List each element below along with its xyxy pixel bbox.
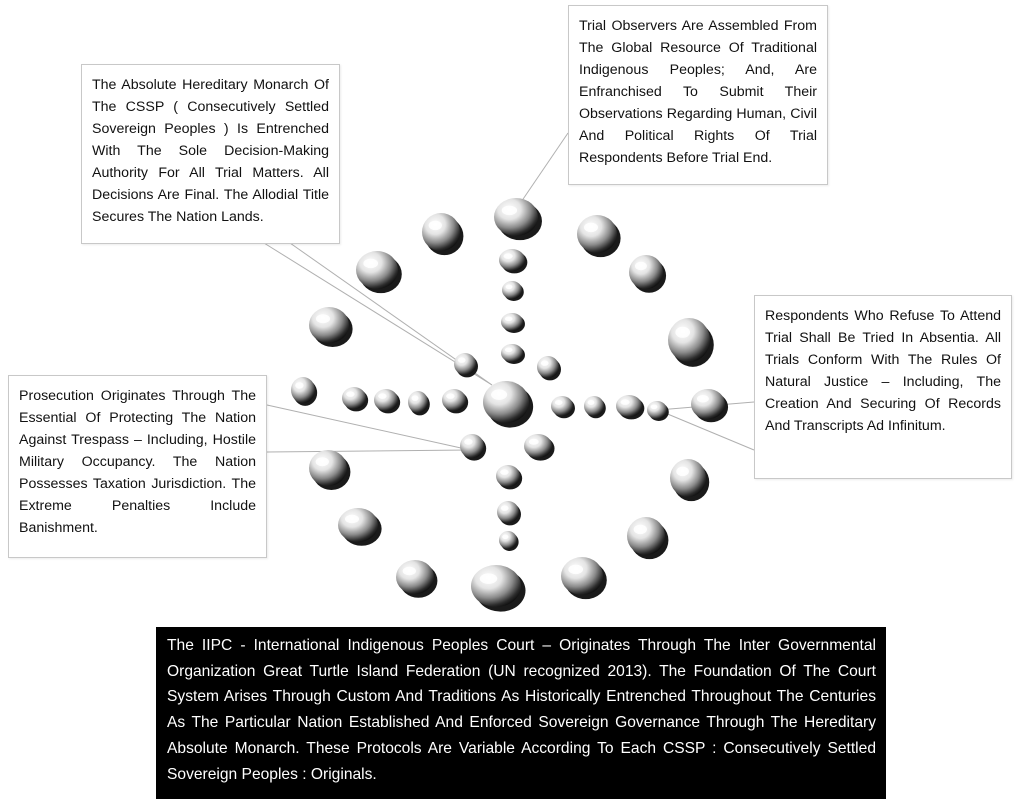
inner-stone xyxy=(524,434,555,461)
spoke-stone xyxy=(499,531,519,551)
outer-stone-body xyxy=(627,517,665,555)
spoke-stone-highlight xyxy=(502,535,508,540)
outer-stone xyxy=(577,215,621,257)
spoke-stone-body xyxy=(501,344,523,362)
spoke-stone xyxy=(342,387,368,411)
center-stone-body xyxy=(483,381,529,423)
connector-line-prosecution xyxy=(267,450,470,452)
outer-stone-highlight xyxy=(502,206,517,216)
spoke-stone xyxy=(442,389,468,413)
spoke-stone-body xyxy=(408,391,428,413)
outer-stone-body xyxy=(356,251,398,289)
spoke-stone xyxy=(497,501,521,525)
outer-stone-highlight xyxy=(634,525,647,535)
spoke-stone xyxy=(408,391,430,415)
respondents-callout-text: Respondents Who Refuse To Attend Trial Shall Be Tried In Absentia. All Trials Conform With The Rules Of Natural Justice – Including, The Creation And Securing Of Records And Transcripts Ad Infinitum. xyxy=(765,308,1001,434)
spoke-stone-highlight xyxy=(446,393,454,399)
outer-stone-highlight xyxy=(584,223,598,233)
spoke-stone-body xyxy=(442,389,466,411)
spoke-stone xyxy=(501,313,525,333)
inner-stone-highlight xyxy=(541,360,549,366)
outer-stone-body xyxy=(338,508,378,542)
outer-stone-body xyxy=(291,377,315,403)
spoke-stone-highlight xyxy=(505,348,513,353)
spoke-stone-highlight xyxy=(378,393,386,399)
spoke-stone-highlight xyxy=(621,399,630,405)
outer-stone xyxy=(356,251,402,293)
outer-stone-body xyxy=(309,307,349,343)
outer-stone-highlight xyxy=(363,259,378,269)
outer-stone xyxy=(309,450,350,490)
outer-stone xyxy=(422,213,463,255)
inner-stone xyxy=(460,434,486,461)
outer-stone-body xyxy=(691,389,725,419)
spoke-stone xyxy=(647,401,669,421)
spoke-stone-body xyxy=(584,396,604,416)
inner-stone-highlight xyxy=(529,439,539,445)
inner-stone-body xyxy=(460,434,484,458)
spoke-stone-body xyxy=(499,531,517,549)
caption-box xyxy=(156,627,886,799)
spoke-stone-body xyxy=(496,465,520,487)
outer-stone-highlight xyxy=(429,221,442,231)
inner-stone-highlight xyxy=(458,357,466,363)
spoke-stone-highlight xyxy=(500,469,508,475)
outer-stone xyxy=(627,517,668,559)
spoke-stone-highlight xyxy=(505,317,513,322)
inner-stone-body xyxy=(537,356,559,378)
inner-stone xyxy=(537,356,561,380)
spoke-stone xyxy=(584,396,606,418)
spoke-stone-body xyxy=(497,501,519,523)
spoke-stone-body xyxy=(616,395,642,417)
outer-stone xyxy=(629,255,666,293)
outer-stone xyxy=(471,565,526,612)
outer-stone xyxy=(309,307,353,347)
prosecution-callout xyxy=(8,375,267,558)
outer-stone xyxy=(670,459,709,501)
monarch-callout-text: The Absolute Hereditary Monarch Of The CSSP ( Consecutively Settled Sovereign Peoples ) Is Entrenched With The Sole Decision-Making Authority For All Trial Matters. All Decisions Are Final. The Allodial Title Secures The Nation Lands. xyxy=(92,77,329,225)
spoke-stone xyxy=(502,281,524,301)
center-stone xyxy=(483,381,533,428)
inner-stone-highlight xyxy=(464,439,472,445)
monarch-callout xyxy=(81,64,340,244)
stones xyxy=(291,198,728,612)
outer-stone-highlight xyxy=(316,314,330,323)
outer-stone-highlight xyxy=(675,327,690,338)
outer-stone-highlight xyxy=(676,467,689,477)
spoke-stone-highlight xyxy=(651,405,658,410)
spoke-stone xyxy=(496,465,522,489)
spoke-stone xyxy=(551,396,575,418)
outer-stone-body xyxy=(577,215,617,253)
outer-stone-body xyxy=(561,557,603,595)
outer-stone-body xyxy=(494,198,538,236)
spoke-stone-highlight xyxy=(412,395,419,401)
spoke-stone-highlight xyxy=(588,400,595,405)
outer-stone xyxy=(291,377,317,406)
outer-stone-highlight xyxy=(345,515,359,524)
outer-stone xyxy=(691,389,728,422)
spoke-stone-body xyxy=(342,387,366,409)
spoke-stone xyxy=(501,344,525,364)
outer-stone-body xyxy=(629,255,663,289)
spoke-stone xyxy=(374,389,400,413)
spoke-stone-highlight xyxy=(501,505,509,511)
inner-stone-body xyxy=(524,434,552,458)
connector-line-observers xyxy=(517,133,568,208)
caption-text: The IIPC - International Indigenous Peoples Court – Originates Through The Inter Governmental Organization Great Turtle Island Federation (UN recognized 2013). The Foundation Of The Court System Arises Through Custom And Traditions As Historically Entrenched Throughout The Centuries As The Particular Nation Established And Enforced Sovereign Governance Through The Hereditary Absolute Monarch. These Protocols Are Variable According To Each CSSP : Consecutively Settled Sovereign Peoples : Originals. xyxy=(167,637,876,783)
spoke-stone-body xyxy=(499,249,525,271)
observers-callout xyxy=(568,5,828,185)
outer-stone-highlight xyxy=(295,382,303,389)
outer-stone-body xyxy=(396,560,434,594)
spoke-stone-body xyxy=(502,281,522,299)
outer-stone xyxy=(338,508,382,546)
outer-stone xyxy=(494,198,542,240)
outer-stone-body xyxy=(668,318,710,362)
outer-stone xyxy=(561,557,607,599)
spoke-stone-body xyxy=(647,401,667,419)
spoke-stone xyxy=(616,395,644,419)
outer-stone-body xyxy=(422,213,460,251)
spoke-stone-highlight xyxy=(504,253,513,259)
outer-stone-highlight xyxy=(480,573,498,584)
respondents-callout xyxy=(754,295,1012,479)
outer-stone-body xyxy=(309,450,347,486)
spoke-stone-body xyxy=(374,389,398,411)
outer-stone-highlight xyxy=(635,262,647,271)
outer-stone-body xyxy=(471,565,521,607)
outer-stone-highlight xyxy=(568,565,583,575)
observers-callout-text: Trial Observers Are Assembled From The Global Resource Of Traditional Indigenous Peoples; And, Are Enfranchised To Submit Their Observations Regarding Human, Civil And Political Rights Of Trial Respondents Before Trial End. xyxy=(579,18,817,166)
inner-stone xyxy=(454,353,478,377)
spoke-stone-highlight xyxy=(555,400,563,405)
outer-stone-highlight xyxy=(697,395,709,403)
spoke-stone-body xyxy=(551,396,573,416)
center-stone-highlight xyxy=(491,389,507,400)
outer-stone xyxy=(668,318,714,367)
connector-line-prosecution xyxy=(267,405,470,450)
spoke-stone-highlight xyxy=(346,391,354,397)
outer-stone xyxy=(396,560,437,598)
spoke-stone-body xyxy=(501,313,523,331)
outer-stone-body xyxy=(670,459,706,497)
outer-stone-highlight xyxy=(316,457,329,466)
inner-stone-body xyxy=(454,353,476,375)
prosecution-callout-text: Prosecution Originates Through The Essential Of Protecting The Nation Against Trespass – Including, Hostile Military Occupancy. The Nation Possesses Taxation Jurisdiction. The Extreme Penalties Include Banishment. xyxy=(19,388,256,536)
spoke-stone xyxy=(499,249,527,273)
outer-stone-highlight xyxy=(403,567,416,576)
spoke-stone-highlight xyxy=(506,285,513,290)
